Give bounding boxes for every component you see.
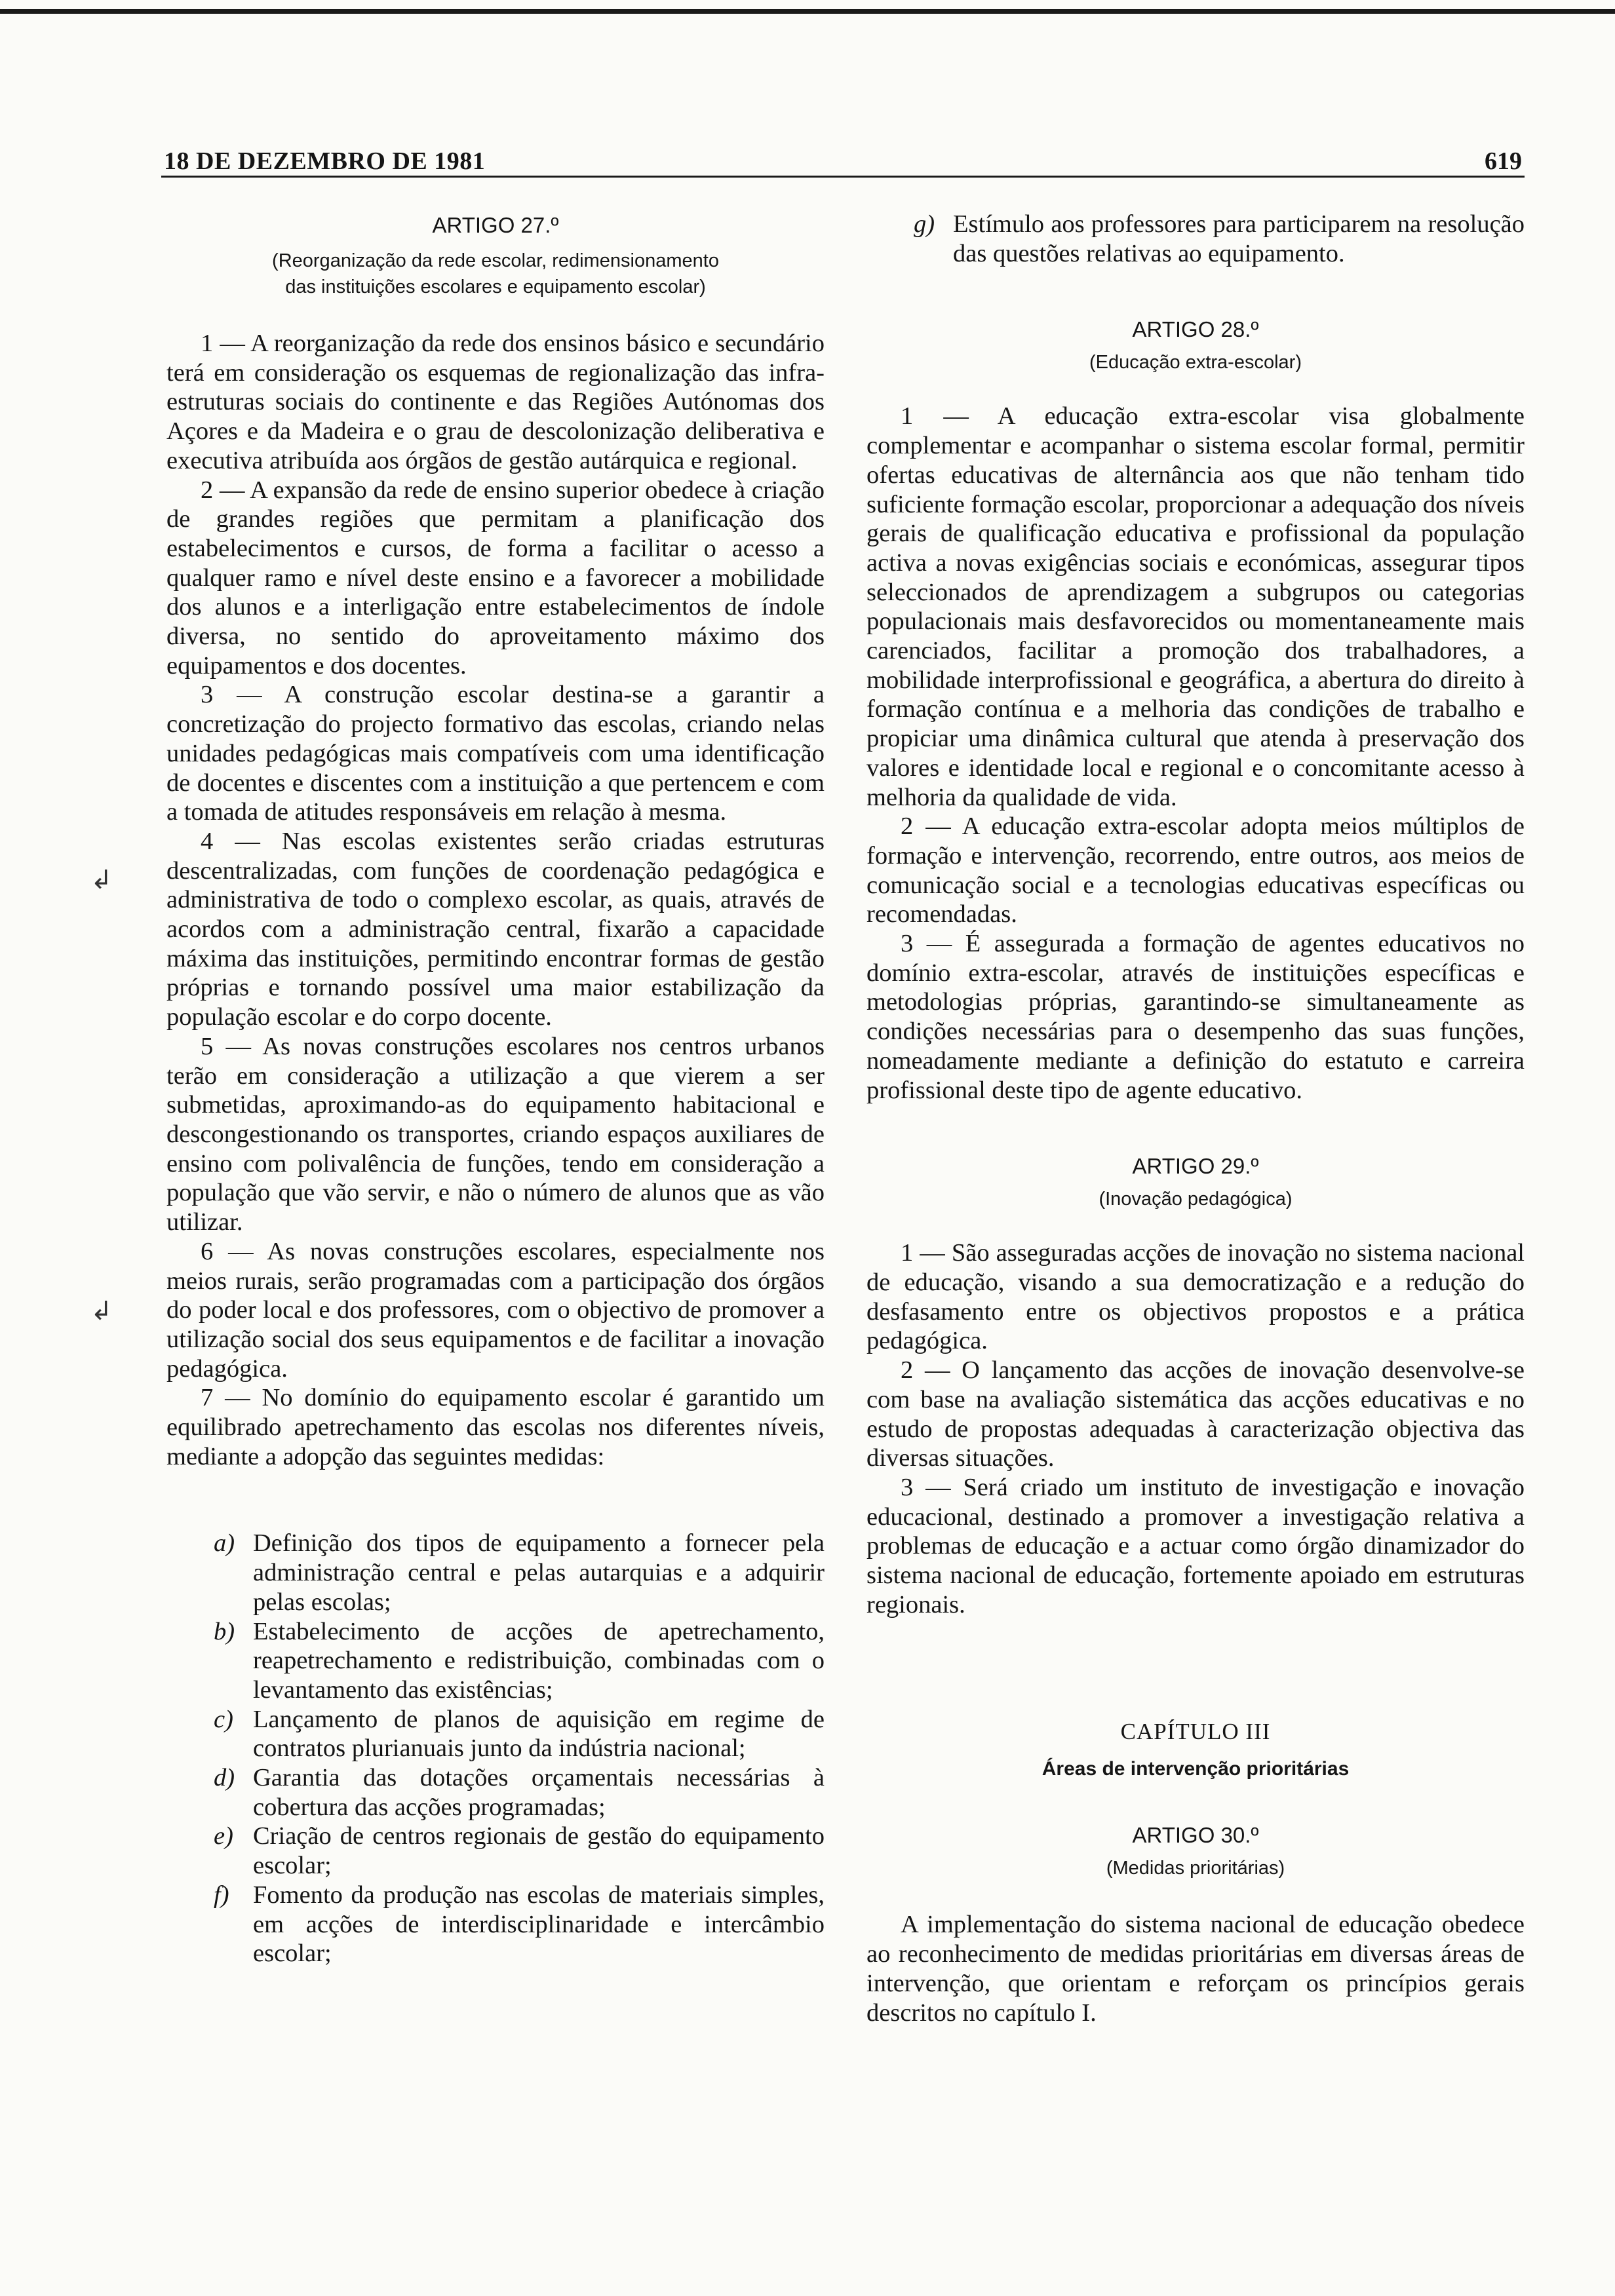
list-item-text: Estímulo aos professores para participarem na resolução das questões relativas ao equipamento. xyxy=(953,210,1525,267)
chapter-subtitle: Áreas de intervenção prioritárias xyxy=(1041,1758,1350,1780)
article-29-subtitle: (Inovação pedagógica) xyxy=(1099,1189,1293,1210)
top-border-rule xyxy=(0,9,1615,14)
margin-mark-icon: ↲ xyxy=(90,1296,113,1326)
list-item-letter: e) xyxy=(214,1822,233,1850)
list-item-text: Estabelecimento de acções de apetrechamento, reapetrechamento e redistribuição, combinadas com o levantamento das existências; xyxy=(253,1617,825,1704)
list-item xyxy=(166,1617,825,1705)
list-item-letter: f) xyxy=(214,1881,229,1909)
article-29-paragraph-1: 1 — São asseguradas acções de inovação no sistema nacional de educação, visando a sua democratização e a redução do desfasamento entre os objectivos propostos e a prática pedagógica. xyxy=(866,1239,1525,1355)
article-28-paragraph-1: 1 — A educação extra-escolar visa globalmente complementar e acompanhar o sistema escolar formal, permitir ofertas educativas de alternância aos que não tenham tido suficiente formação escolar, proporcionar a adequação dos níveis gerais de qualificação educativa e profissional da população activa a novas exigências sociais e económicas, assegurar tipos seleccionados de aprendizagem a subgrupos ou categorias populacionais mais desfavorecidos ou momentaneamente mais carenciados, facilitar a promoção dos trabalhadores, a mobilidade interprofissional e geográfica, a abertura do direito à formação contínua e a melhoria das condições de trabalho e propiciar uma dinâmica cultural que atenda à preservação dos valores e identidade local e regional e o concomitante acesso à melhoria da qualidade de vida. xyxy=(866,402,1525,811)
article-30-subtitle: (Medidas prioritárias) xyxy=(1106,1858,1285,1879)
article-27-paragraph-6: 6 — As novas construções escolares, especialmente nos meios rurais, serão programadas com a participação dos órgãos do poder local e dos professores, com o objectivo de promover a utilização social dos seus equipamentos e de facilitar a inovação pedagógica. xyxy=(166,1237,825,1383)
article-27-paragraph-4: 4 — Nas escolas existentes serão criadas estruturas descentralizadas, com funções de coordenação pedagógica e administrativa de todo o complexo escolar, as quais, através de acordos com a administração central, fixarão a capacidade máxima das instituições, permitindo encontrar formas de gestão próprias e tornando possível uma maior estabilização da população escolar e do corpo docente. xyxy=(166,827,825,1031)
list-item-letter: g) xyxy=(914,210,935,238)
list-item-letter: c) xyxy=(214,1705,233,1733)
article-28-paragraph-3: 3 — É assegurada a formação de agentes educativos no domínio extra-escolar, através de instituições específicas e metodologias próprias, garantindo-se simultaneamente as condições necessárias para o desempenho das suas funções, nomeadamente mediante a definição do estatuto e carreira profissional deste tipo de agente educativo. xyxy=(866,930,1525,1104)
list-item-text: Criação de centros regionais de gestão do equipamento escolar; xyxy=(253,1822,825,1880)
list-item-letter: d) xyxy=(214,1764,235,1792)
header-rule xyxy=(161,176,1525,178)
article-27-subtitle-line-2: das instituições escolares e equipamento escolar) xyxy=(285,277,706,297)
article-27-paragraph-3: 3 — A construção escolar destina-se a garantir a concretização do projecto formativo das escolas, criando nelas unidades pedagógicas mais compatíveis com uma identificação de docentes e discentes com a instituição a que pertencem e com a tomada de atitudes responsáveis em relação à mesma. xyxy=(166,681,825,826)
article-27-heading: ARTIGO 27.º xyxy=(432,213,559,237)
article-30-heading: ARTIGO 30.º xyxy=(1132,1823,1259,1848)
article-28-subtitle: (Educação extra-escolar) xyxy=(1089,352,1302,373)
article-29-paragraph-2: 2 — O lançamento das acções de inovação desenvolve-se com base na avaliação sistemática das acções educativas e no estudo de propostas adequadas à caracterização objectiva das diversas situações. xyxy=(866,1356,1525,1472)
article-27-paragraph-7: 7 — No domínio do equipamento escolar é garantido um equilibrado apetrechamento das escolas nos diferentes níveis, mediante a adopção das seguintes medidas: xyxy=(166,1384,825,1470)
list-item-letter: b) xyxy=(214,1617,235,1645)
article-30-paragraph: A implementação do sistema nacional de educação obedece ao reconhecimento de medidas prioritárias em diversas áreas de intervenção, que orientam e reforçam os princípios gerais descritos no capítulo I. xyxy=(866,1911,1525,2027)
article-29-heading: ARTIGO 29.º xyxy=(1132,1154,1259,1179)
list-item-text: Garantia das dotações orçamentais necessárias à cobertura das acções programadas; xyxy=(253,1764,825,1821)
list-item xyxy=(166,1705,825,1763)
right-column xyxy=(866,210,1525,2027)
list-item xyxy=(166,1529,825,1617)
list-item-text: Definição dos tipos de equipamento a fornecer pela administração central e pelas autarquias e a adquirir pelas escolas; xyxy=(253,1529,825,1616)
article-27-paragraph-5: 5 — As novas construções escolares nos centros urbanos terão em consideração a utilização a que vierem a ser submetidas, aproximando-as do equipamento habitacional e descongestionando os transportes, criando espaços auxiliares de ensino com polivalência de funções, tendo em consideração a população que vão servir, e não o número de alunos que as vão utilizar. xyxy=(166,1032,825,1236)
list-item xyxy=(166,1881,825,1968)
list-item-text: Lançamento de planos de aquisição em regime de contratos plurianuais junto da indústria nacional; xyxy=(253,1705,825,1763)
list-item xyxy=(866,210,1525,268)
list-item xyxy=(166,1822,825,1880)
margin-mark-icon: ↲ xyxy=(90,865,113,895)
article-27-paragraph-1: 1 — A reorganização da rede dos ensinos básico e secundário terá em consideração os esquemas de regionalização das infra-estruturas sociais do continente e das Regiões Autónomas dos Açores e da Madeira e o grau de descolonização deliberativa e executiva atribuída aos órgãos de gestão autárquica e regional. xyxy=(166,330,825,474)
article-28-paragraph-2: 2 — A educação extra-escolar adopta meios múltiplos de formação e intervenção, recorrendo, entre outros, aos meios de comunicação social e a tecnologias educativas específicas ou recomendadas. xyxy=(866,813,1525,928)
article-27-subtitle-line-1: (Reorganização da rede escolar, redimensionamento xyxy=(272,250,719,271)
measures-list xyxy=(166,1529,825,1968)
measures-list-continued xyxy=(866,210,1525,268)
article-29-paragraph-3: 3 — Será criado um instituto de investigação e inovação educacional, destinado a promover a investigação relativa a problemas de educação e a actuar como órgão dinamizador do sistema nacional de educação, fortemente apoiado em estruturas regionais. xyxy=(866,1473,1525,1618)
header-page-number: 619 xyxy=(1485,147,1522,175)
list-item xyxy=(166,1763,825,1822)
left-column xyxy=(166,210,825,1968)
chapter-title: CAPÍTULO III xyxy=(1120,1719,1271,1745)
article-27-paragraph-2: 2 — A expansão da rede de ensino superior obedece à criação de grandes regiões que permitam a planificação dos estabelecimentos e cursos, de forma a facilitar o acesso a qualquer ramo e nível deste ensino e a favorecer a mobilidade dos alunos e a interligação entre estabelecimentos de índole diversa, no sentido do aproveitamento máximo dos equipamentos e dos docentes. xyxy=(166,476,825,679)
article-28-heading: ARTIGO 28.º xyxy=(1132,317,1259,342)
header-date: 18 DE DEZEMBRO DE 1981 xyxy=(164,147,486,175)
list-item-text: Fomento da produção nas escolas de materiais simples, em acções de interdisciplinaridade e intercâmbio escolar; xyxy=(253,1881,825,1968)
list-item-letter: a) xyxy=(214,1529,235,1558)
